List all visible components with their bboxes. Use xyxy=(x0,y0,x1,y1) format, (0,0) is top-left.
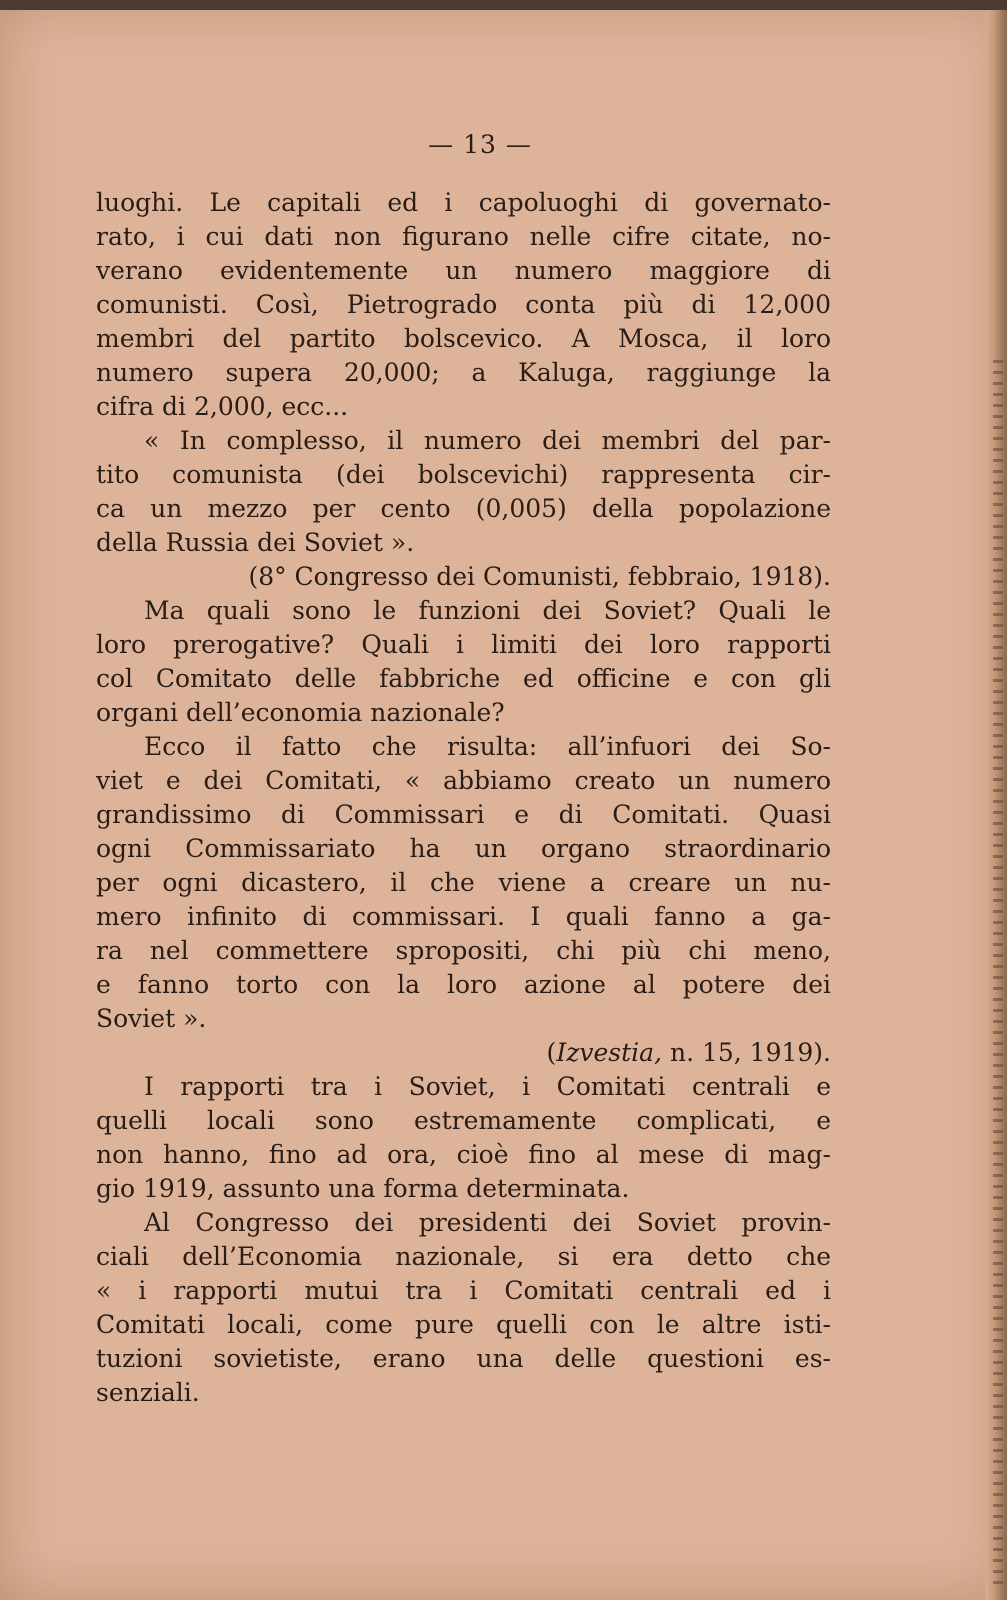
text-line: Al Congresso dei presidenti dei Soviet provin- xyxy=(144,1208,831,1237)
text-line: Comitati locali, come pure quelli con le altre isti- xyxy=(96,1310,831,1339)
citation-open: ( xyxy=(546,1038,557,1067)
body-text xyxy=(96,186,831,1410)
text-line: ciali dell’Economia nazionale, si era detto che xyxy=(96,1242,831,1271)
text-line: loro prerogative? Quali i limiti dei loro rapporti xyxy=(96,630,831,659)
page-number: — 13 — xyxy=(428,130,532,159)
text-line: I rapporti tra i Soviet, i Comitati centrali e xyxy=(144,1072,831,1101)
text-line: gio 1919, assunto una forma determinata. xyxy=(96,1174,630,1203)
text-line: grandissimo di Commissari e di Comitati. Quasi xyxy=(96,800,831,829)
text-line: tuzioni sovietiste, erano una delle questioni es- xyxy=(96,1344,831,1373)
binding-marks xyxy=(993,360,1003,1590)
text-line: membri del partito bolscevico. A Mosca, il loro xyxy=(96,324,831,353)
text-line: rato, i cui dati non figurano nelle cifre citate, no- xyxy=(96,222,831,251)
citation-source: Izvestia, xyxy=(556,1038,663,1067)
text-line: cifra di 2,000, ecc... xyxy=(96,392,349,421)
text-line: luoghi. Le capitali ed i capoluoghi di governato- xyxy=(96,188,831,217)
text-line: e fanno torto con la loro azione al potere dei xyxy=(96,970,831,999)
text-line: ogni Commissariato ha un organo straordinario xyxy=(96,834,831,863)
text-line: per ogni dicastero, il che viene a creare un nu- xyxy=(96,868,831,897)
text-line: della Russia dei Soviet ». xyxy=(96,528,415,557)
text-line: ca un mezzo per cento (0,005) della popolazione xyxy=(96,494,831,523)
text-line: Ma quali sono le funzioni dei Soviet? Quali le xyxy=(144,596,831,625)
text-line: verano evidentemente un numero maggiore di xyxy=(96,256,831,285)
text-line: organi dell’economia nazionale? xyxy=(96,698,505,727)
text-line: comunisti. Così, Pietrogrado conta più di 12,000 xyxy=(96,290,831,319)
text-line: numero supera 20,000; a Kaluga, raggiunge la xyxy=(96,358,831,387)
citation-line xyxy=(96,1036,831,1070)
text-line: col Comitato delle fabbriche ed officine e con gli xyxy=(96,664,831,693)
page-top-edge xyxy=(0,0,1007,10)
citation-details: n. 15, 1919). xyxy=(669,1038,831,1067)
text-line: « i rapporti mutui tra i Comitati centrali ed i xyxy=(96,1276,831,1305)
text-line: non hanno, fino ad ora, cioè fino al mese di mag- xyxy=(96,1140,831,1169)
text-line: Ecco il fatto che risulta: all’infuori dei So- xyxy=(144,732,831,761)
text-line: viet e dei Comitati, « abbiamo creato un numero xyxy=(96,766,831,795)
text-line: quelli locali sono estremamente complicati, e xyxy=(96,1106,831,1135)
text-line: tito comunista (dei bolscevichi) rappresenta cir- xyxy=(96,460,831,489)
text-line: ra nel commettere spropositi, chi più chi meno, xyxy=(96,936,831,965)
text-line: « In complesso, il numero dei membri del par- xyxy=(144,426,831,455)
text-line: mero infinito di commissari. I quali fanno a ga- xyxy=(96,902,831,931)
citation-line: (8° Congresso dei Comunisti, febbraio, 1918). xyxy=(248,562,831,591)
text-line: Soviet ». xyxy=(96,1004,207,1033)
text-line: senziali. xyxy=(96,1378,200,1407)
